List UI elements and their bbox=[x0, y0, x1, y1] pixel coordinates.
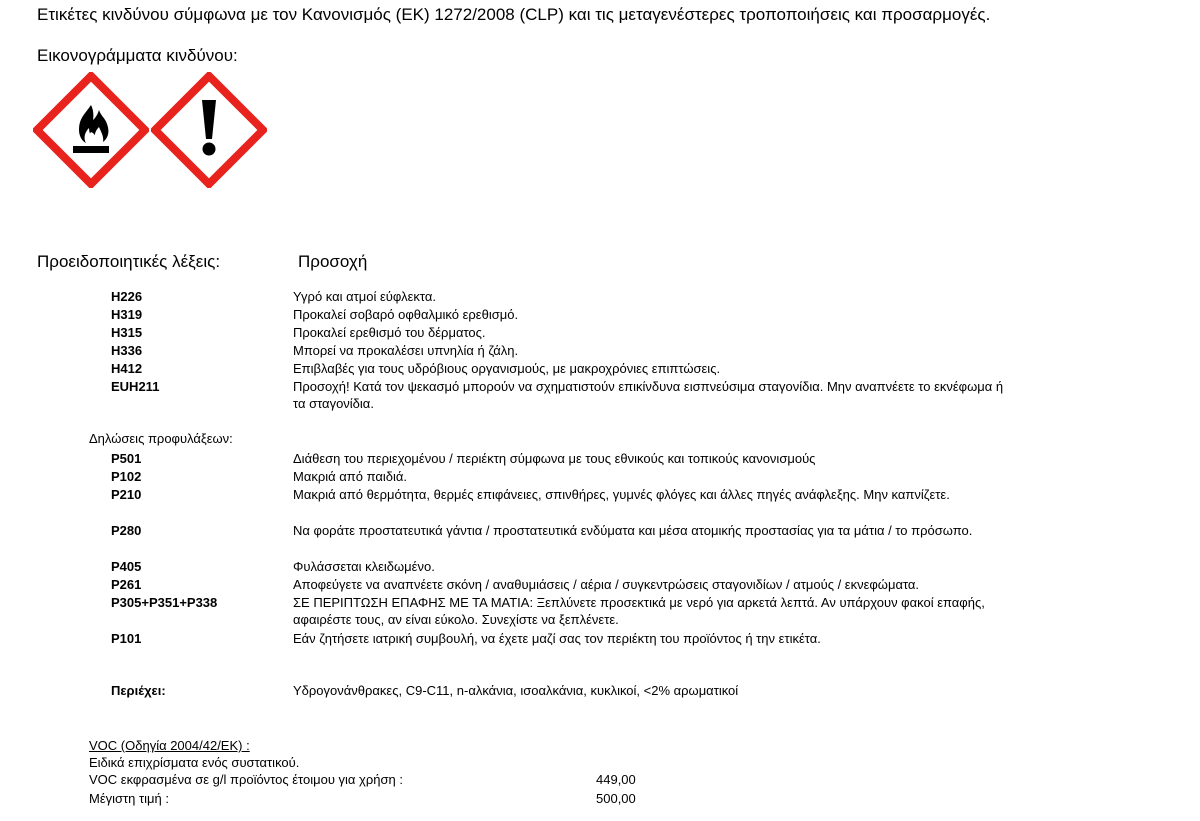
hazard-text: Μπορεί να προκαλέσει υπνηλία ή ζάλη. bbox=[293, 343, 519, 358]
precaution-text: Να φοράτε προστατευτικά γάντια / προστατευτικά ενδύματα και μέσα ατομικής προστασίας για τα μάτια / το πρόσωπο. bbox=[293, 523, 973, 538]
pictograms-title: Εικονογράμματα κινδύνου: bbox=[37, 46, 238, 65]
precaution-text: Διάθεση του περιεχομένου / περιέκτη σύμφωνα με τους εθνικούς και τοπικούς κανονισμούς bbox=[293, 451, 816, 466]
voc-content-value: 449,00 bbox=[596, 772, 636, 787]
signal-word-label: Προειδοποιητικές λέξεις: bbox=[37, 252, 221, 271]
hazard-text: Προσοχή! Κατά τον ψεκασμό μπορούν να σχηματιστούν επικίνδυνα εισπνεύσιμα σταγονίδια. Μην αναπνέετε το εκνέφωμα ή τα σταγονίδια. bbox=[293, 379, 1004, 411]
precaution-code: P405 bbox=[111, 559, 142, 574]
hazard-text: Προκαλεί ερεθισμό του δέρματος. bbox=[293, 325, 486, 340]
voc-content-label: VOC εκφρασμένα σε g/l προϊόντος έτοιμου για χρήση : bbox=[89, 772, 403, 787]
voc-title: VOC (Οδηγία 2004/42/ΕΚ) : bbox=[89, 738, 250, 753]
signal-word: Προσοχή bbox=[298, 252, 368, 271]
precaution-text: Μακριά από παιδιά. bbox=[293, 469, 408, 484]
precaution-text: Μακριά από θερμότητα, θερμές επιφάνειες, σπινθήρες, γυμνές φλόγες και άλλες πηγές ανάφλεξης. Μην καπνίζετε. bbox=[293, 487, 950, 502]
precaution-text: Φυλάσσεται κλειδωμένο. bbox=[293, 559, 435, 574]
exclamation-icon bbox=[151, 72, 267, 188]
precaution-code: P501 bbox=[111, 451, 142, 466]
hazard-text: Προκαλεί σοβαρό οφθαλμικό ερεθισμό. bbox=[293, 307, 519, 322]
precaution-text: ΣΕ ΠΕΡΙΠΤΩΣΗ ΕΠΑΦΗΣ ΜΕ ΤΑ ΜΑΤΙΑ: Ξεπλύνετε προσεκτικά με νερό για αρκετά λεπτά. Αν υπάρχουν φακοί επαφής, αφαιρέστε τους, αν είναι εύκολο. Συνεχίστε να ξεπλένετε. bbox=[293, 595, 985, 627]
precaution-code: P210 bbox=[111, 487, 142, 502]
voc-max-value: 500,00 bbox=[596, 791, 636, 806]
flame-icon bbox=[33, 72, 149, 188]
contains-text: Υδρογονάνθρακες, C9-C11, n-αλκάνια, ισοαλκάνια, κυκλικοί, <2% αρωματικοί bbox=[293, 683, 739, 698]
hazard-code: EUH211 bbox=[111, 379, 160, 394]
intro-text: Ετικέτες κινδύνου σύμφωνα με τον Κανονισμός (ΕΚ) 1272/2008 (CLP) και τις μεταγενέστερες τροποποιήσεις και προσαρμογές. bbox=[37, 5, 991, 24]
hazard-text: Υγρό και ατμοί εύφλεκτα. bbox=[293, 289, 436, 304]
hazard-code: H226 bbox=[111, 289, 143, 304]
hazard-code: H336 bbox=[111, 343, 143, 358]
contains-label: Περιέχει: bbox=[111, 683, 166, 698]
precaution-code: P280 bbox=[111, 523, 142, 538]
hazard-text: Επιβλαβές για τους υδρόβιους οργανισμούς, με μακροχρόνιες επιπτώσεις. bbox=[293, 361, 721, 376]
voc-max-label: Μέγιστη τιμή : bbox=[89, 791, 169, 806]
voc-description: Ειδικά επιχρίσματα ενός συστατικού. bbox=[89, 755, 300, 770]
precaution-code: P102 bbox=[111, 469, 142, 484]
precaution-code: P261 bbox=[111, 577, 142, 592]
precaution-text: Αποφεύγετε να αναπνέετε σκόνη / αναθυμιάσεις / αέρια / συγκεντρώσεις σταγονιδίων / ατμούς / εκνεφώματα. bbox=[293, 577, 920, 592]
hazard-code: H412 bbox=[111, 361, 143, 376]
hazard-code: H319 bbox=[111, 307, 143, 322]
precaution-code: P305+P351+P338 bbox=[111, 595, 218, 610]
precautionary-label: Δηλώσεις προφυλάξεων: bbox=[89, 431, 233, 446]
precaution-text: Εάν ζητήσετε ιατρική συμβουλή, να έχετε μαζί σας τον περιέκτη του προϊόντος ή την ετικέτα. bbox=[293, 631, 821, 646]
hazard-code: H315 bbox=[111, 325, 143, 340]
precaution-code: P101 bbox=[111, 631, 142, 646]
